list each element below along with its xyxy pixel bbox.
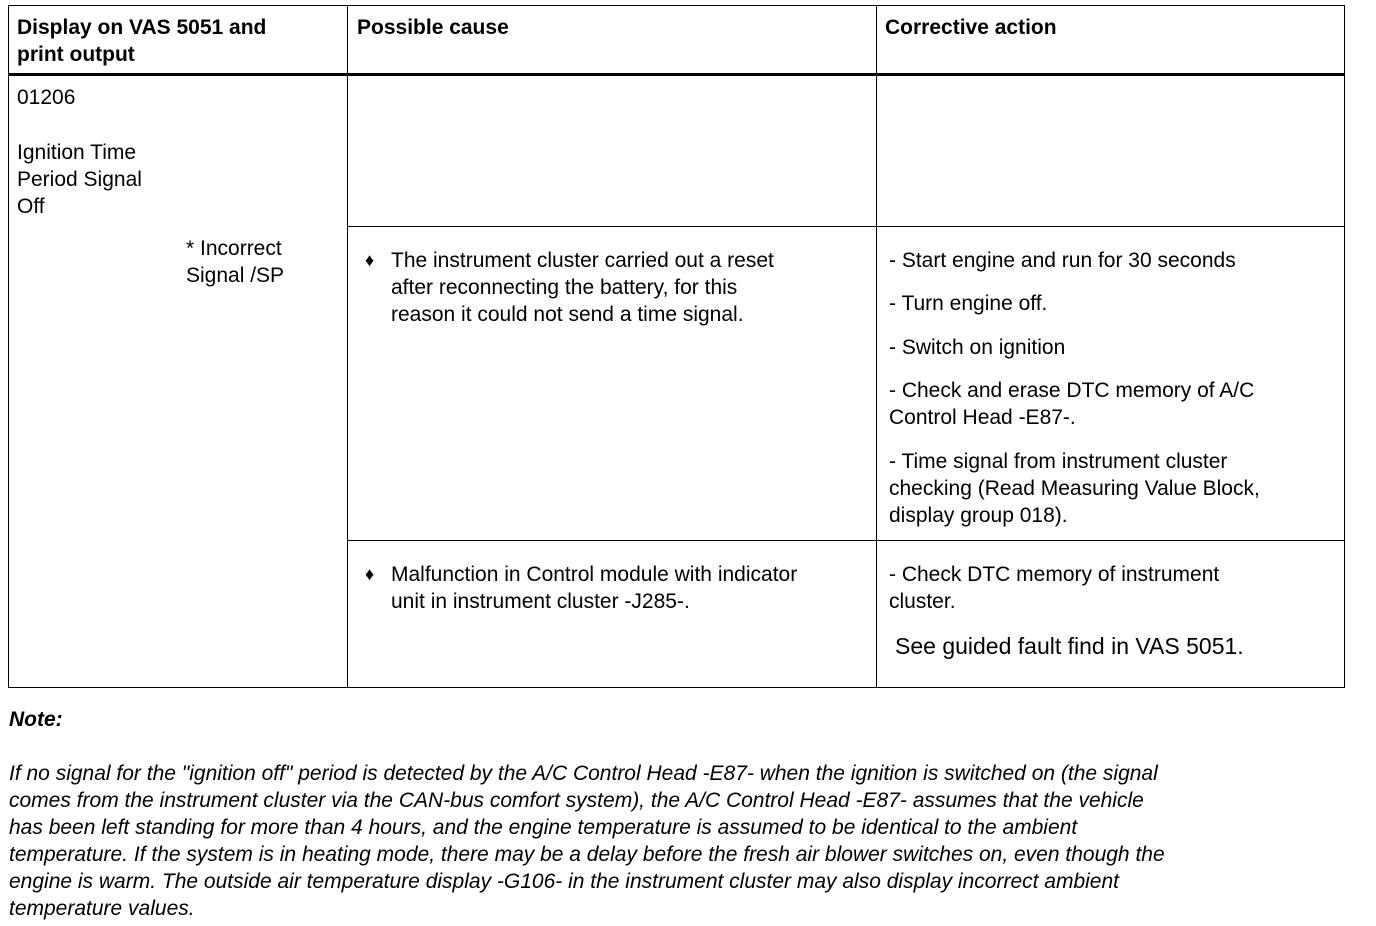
table-top-border bbox=[8, 5, 1345, 6]
bullet-icon: ♦ bbox=[365, 250, 375, 270]
cause-text: Malfunction in Control module with indicator unit in instrument cluster -J285-. bbox=[391, 563, 798, 613]
column-divider-1 bbox=[347, 5, 348, 688]
action-step: - Turn engine off. bbox=[889, 292, 1048, 315]
table-right-border bbox=[1344, 5, 1345, 688]
column-divider-2 bbox=[876, 5, 877, 688]
bullet-icon: ♦ bbox=[365, 564, 375, 584]
fault-type: * Incorrect Signal /SP bbox=[186, 237, 285, 287]
fault-code: 01206 bbox=[17, 86, 76, 109]
table-bottom-border bbox=[8, 687, 1345, 688]
header-divider bbox=[8, 73, 1345, 76]
header-display: Display on VAS 5051 and print output bbox=[17, 16, 267, 66]
action-step: - Start engine and run for 30 seconds bbox=[889, 249, 1236, 272]
table-left-border bbox=[8, 5, 9, 688]
action-step: - Switch on ignition bbox=[889, 336, 1066, 359]
fault-name: Ignition Time Period Signal Off bbox=[17, 141, 142, 218]
row-divider-2 bbox=[347, 540, 1345, 541]
note-body: If no signal for the "ignition off" period is detected by the A/C Control Head -E87- when the ignition is switched on (the signal comes from the instrument cluster via the CAN-bus comfort system), the A/C Control Head -E87- assumes that the vehicle has been left standing for more than 4 hours, and the engine temperature is assumed to be identical to the ambient temperature. If the system is in heating mode, there may be a delay before the fresh air blower switches on, even though the engine is warm. The outside air temperature display -G106- in the instrument cluster may also display incorrect ambient temperature values. bbox=[9, 762, 1165, 920]
action-step: - Check DTC memory of instrument cluster. bbox=[889, 563, 1220, 613]
note-title: Note: bbox=[9, 708, 63, 731]
header-cause: Possible cause bbox=[357, 16, 509, 39]
row-divider-1 bbox=[347, 226, 1345, 227]
guided-fault-find-text: See guided fault find in VAS 5051. bbox=[895, 633, 1244, 659]
action-step: - Check and erase DTC memory of A/C Control Head -E87-. bbox=[889, 379, 1255, 429]
header-action: Corrective action bbox=[885, 16, 1057, 39]
action-step: - Time signal from instrument cluster checking (Read Measuring Value Block, display group 018). bbox=[889, 450, 1260, 527]
cause-text: The instrument cluster carried out a reset after reconnecting the battery, for this reason it could not send a time signal. bbox=[391, 249, 774, 326]
